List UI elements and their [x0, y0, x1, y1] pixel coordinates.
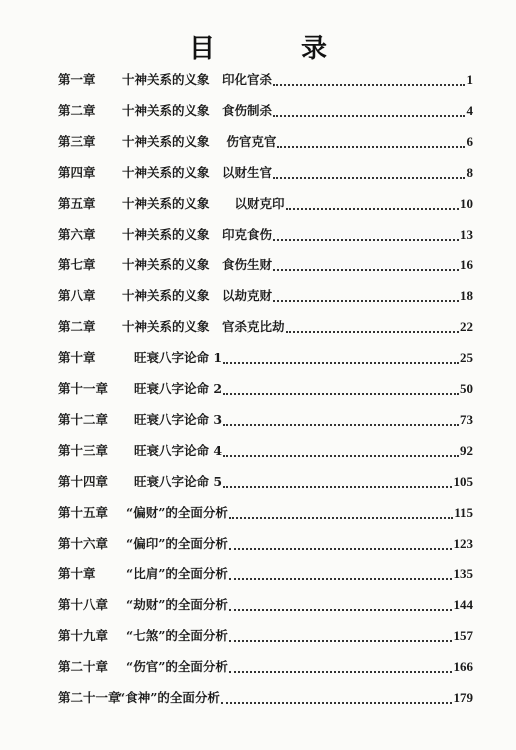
page-number: 8 — [466, 164, 473, 180]
dot-leader — [223, 486, 452, 488]
toc-entry — [58, 564, 473, 584]
toc-entry — [58, 379, 473, 399]
dot-leader — [229, 671, 452, 673]
dot-leader — [223, 362, 459, 364]
toc-entry — [58, 472, 473, 492]
toc-entry — [58, 657, 473, 677]
page-number: 135 — [453, 566, 473, 582]
toc-entry — [58, 225, 473, 245]
chapter-number: 第六章 — [58, 226, 96, 242]
chapter-title: “伤官”的全面分析 — [126, 659, 228, 675]
toc-entry — [58, 101, 473, 121]
toc-entry — [58, 410, 473, 430]
dot-leader — [273, 84, 465, 86]
chapter-number: 第五章 — [58, 195, 96, 211]
dot-leader — [229, 548, 452, 550]
page-number: 16 — [460, 257, 473, 273]
dot-leader — [223, 424, 459, 426]
toc-entry — [58, 595, 473, 615]
page-number: 10 — [460, 195, 473, 211]
chapter-number: 第十二章 — [58, 411, 109, 427]
chapter-title: 旺衰八字论命 5 — [134, 473, 223, 489]
chapter-title: 旺衰八字论命 1 — [134, 350, 223, 366]
chapter-number: 第十八章 — [58, 597, 109, 613]
chapter-number: 第二十一章 — [58, 690, 121, 705]
dot-leader — [229, 640, 452, 642]
chapter-number: 第一章 — [58, 72, 96, 87]
chapter-number: 第十四章 — [58, 473, 109, 489]
chapter-title: 十神关系的义象 印克食伤 — [122, 226, 273, 242]
page-number: 115 — [454, 504, 473, 520]
toc-entry — [58, 132, 473, 152]
dot-leader — [277, 146, 465, 148]
toc-entry — [58, 317, 473, 337]
page-number: 6 — [466, 133, 473, 149]
toc-entry — [58, 503, 473, 523]
chapter-number: 第三章 — [58, 133, 96, 149]
chapter-title: 十神关系的义象 伤官克官 — [122, 133, 277, 149]
chapter-number: 第七章 — [58, 257, 96, 273]
chapter-number: 第十五章 — [58, 504, 109, 520]
page-number: 73 — [460, 411, 473, 427]
dot-leader — [223, 393, 459, 395]
dot-leader — [273, 177, 465, 179]
chapter-title: 十神关系的义象 食伤制杀 — [122, 102, 273, 118]
chapter-title: 十神关系的义象 官杀克比劫 — [122, 319, 285, 335]
dot-leader — [229, 578, 452, 580]
dot-leader — [221, 702, 452, 704]
chapter-title: “比肩”的全面分析 — [126, 566, 228, 582]
page-number: 25 — [460, 350, 473, 366]
chapter-title: 十神关系的义象 以劫克财 — [122, 288, 273, 304]
chapter-number: 第八章 — [58, 288, 96, 304]
chapter-title: “劫财”的全面分析 — [126, 597, 228, 613]
toc-entry — [58, 194, 473, 214]
dot-leader — [273, 300, 459, 302]
chapter-title: 十神关系的义象 以财生官 — [122, 164, 273, 180]
chapter-title: 十神关系的义象 印化官杀 — [122, 72, 273, 87]
page-number: 1 — [466, 72, 473, 87]
page-number: 157 — [453, 628, 473, 644]
chapter-number: 第十章 — [58, 566, 96, 582]
chapter-number: 第二章 — [58, 319, 96, 335]
chapter-number: 第十九章 — [58, 628, 109, 644]
chapter-number: 第十章 — [58, 350, 96, 366]
chapter-title: “偏财”的全面分析 — [126, 504, 228, 520]
page-number: 179 — [453, 690, 473, 705]
chapter-title: 旺衰八字论命 2 — [134, 381, 223, 396]
chapter-title: “偏印”的全面分析 — [126, 535, 228, 551]
chapter-number: 第四章 — [58, 164, 96, 180]
chapter-title: 十神关系的义象 以财克印 — [122, 195, 285, 211]
page-number: 92 — [460, 442, 473, 458]
chapter-title: “七煞”的全面分析 — [126, 628, 228, 644]
chapter-title: “食神”的全面分析 — [118, 690, 220, 705]
toc-entry — [58, 286, 473, 306]
dot-leader — [286, 331, 459, 333]
page-number: 18 — [460, 288, 473, 304]
chapter-number: 第十一章 — [58, 381, 109, 396]
dot-leader — [273, 115, 465, 117]
page-number: 105 — [453, 473, 473, 489]
chapter-number: 第二十章 — [58, 659, 109, 675]
chapter-title: 旺衰八字论命 3 — [134, 411, 223, 427]
dot-leader — [273, 269, 459, 271]
toc-entry — [58, 441, 473, 461]
page-number: 123 — [453, 535, 473, 551]
page-number: 50 — [460, 381, 473, 396]
page-number: 4 — [466, 102, 473, 118]
page-title: 目 录 — [188, 34, 357, 64]
toc-entry — [58, 626, 473, 646]
dot-leader — [286, 208, 459, 210]
toc-entry — [58, 688, 473, 708]
dot-leader — [229, 517, 453, 519]
chapter-title: 旺衰八字论命 4 — [134, 442, 223, 458]
dot-leader — [223, 455, 459, 457]
toc-entry — [58, 534, 473, 554]
page-number: 13 — [460, 226, 473, 242]
page-number: 22 — [460, 319, 473, 335]
chapter-title: 十神关系的义象 食伤生财 — [122, 257, 273, 273]
page-number: 144 — [453, 597, 473, 613]
toc-entry — [58, 348, 473, 368]
chapter-number: 第二章 — [58, 102, 96, 118]
page-number: 166 — [453, 659, 473, 675]
chapter-number: 第十三章 — [58, 442, 109, 458]
dot-leader — [273, 239, 459, 241]
toc-entry — [58, 163, 473, 183]
toc-entry — [58, 255, 473, 275]
toc-entry — [58, 70, 473, 90]
chapter-number: 第十六章 — [58, 535, 109, 551]
dot-leader — [229, 609, 452, 611]
